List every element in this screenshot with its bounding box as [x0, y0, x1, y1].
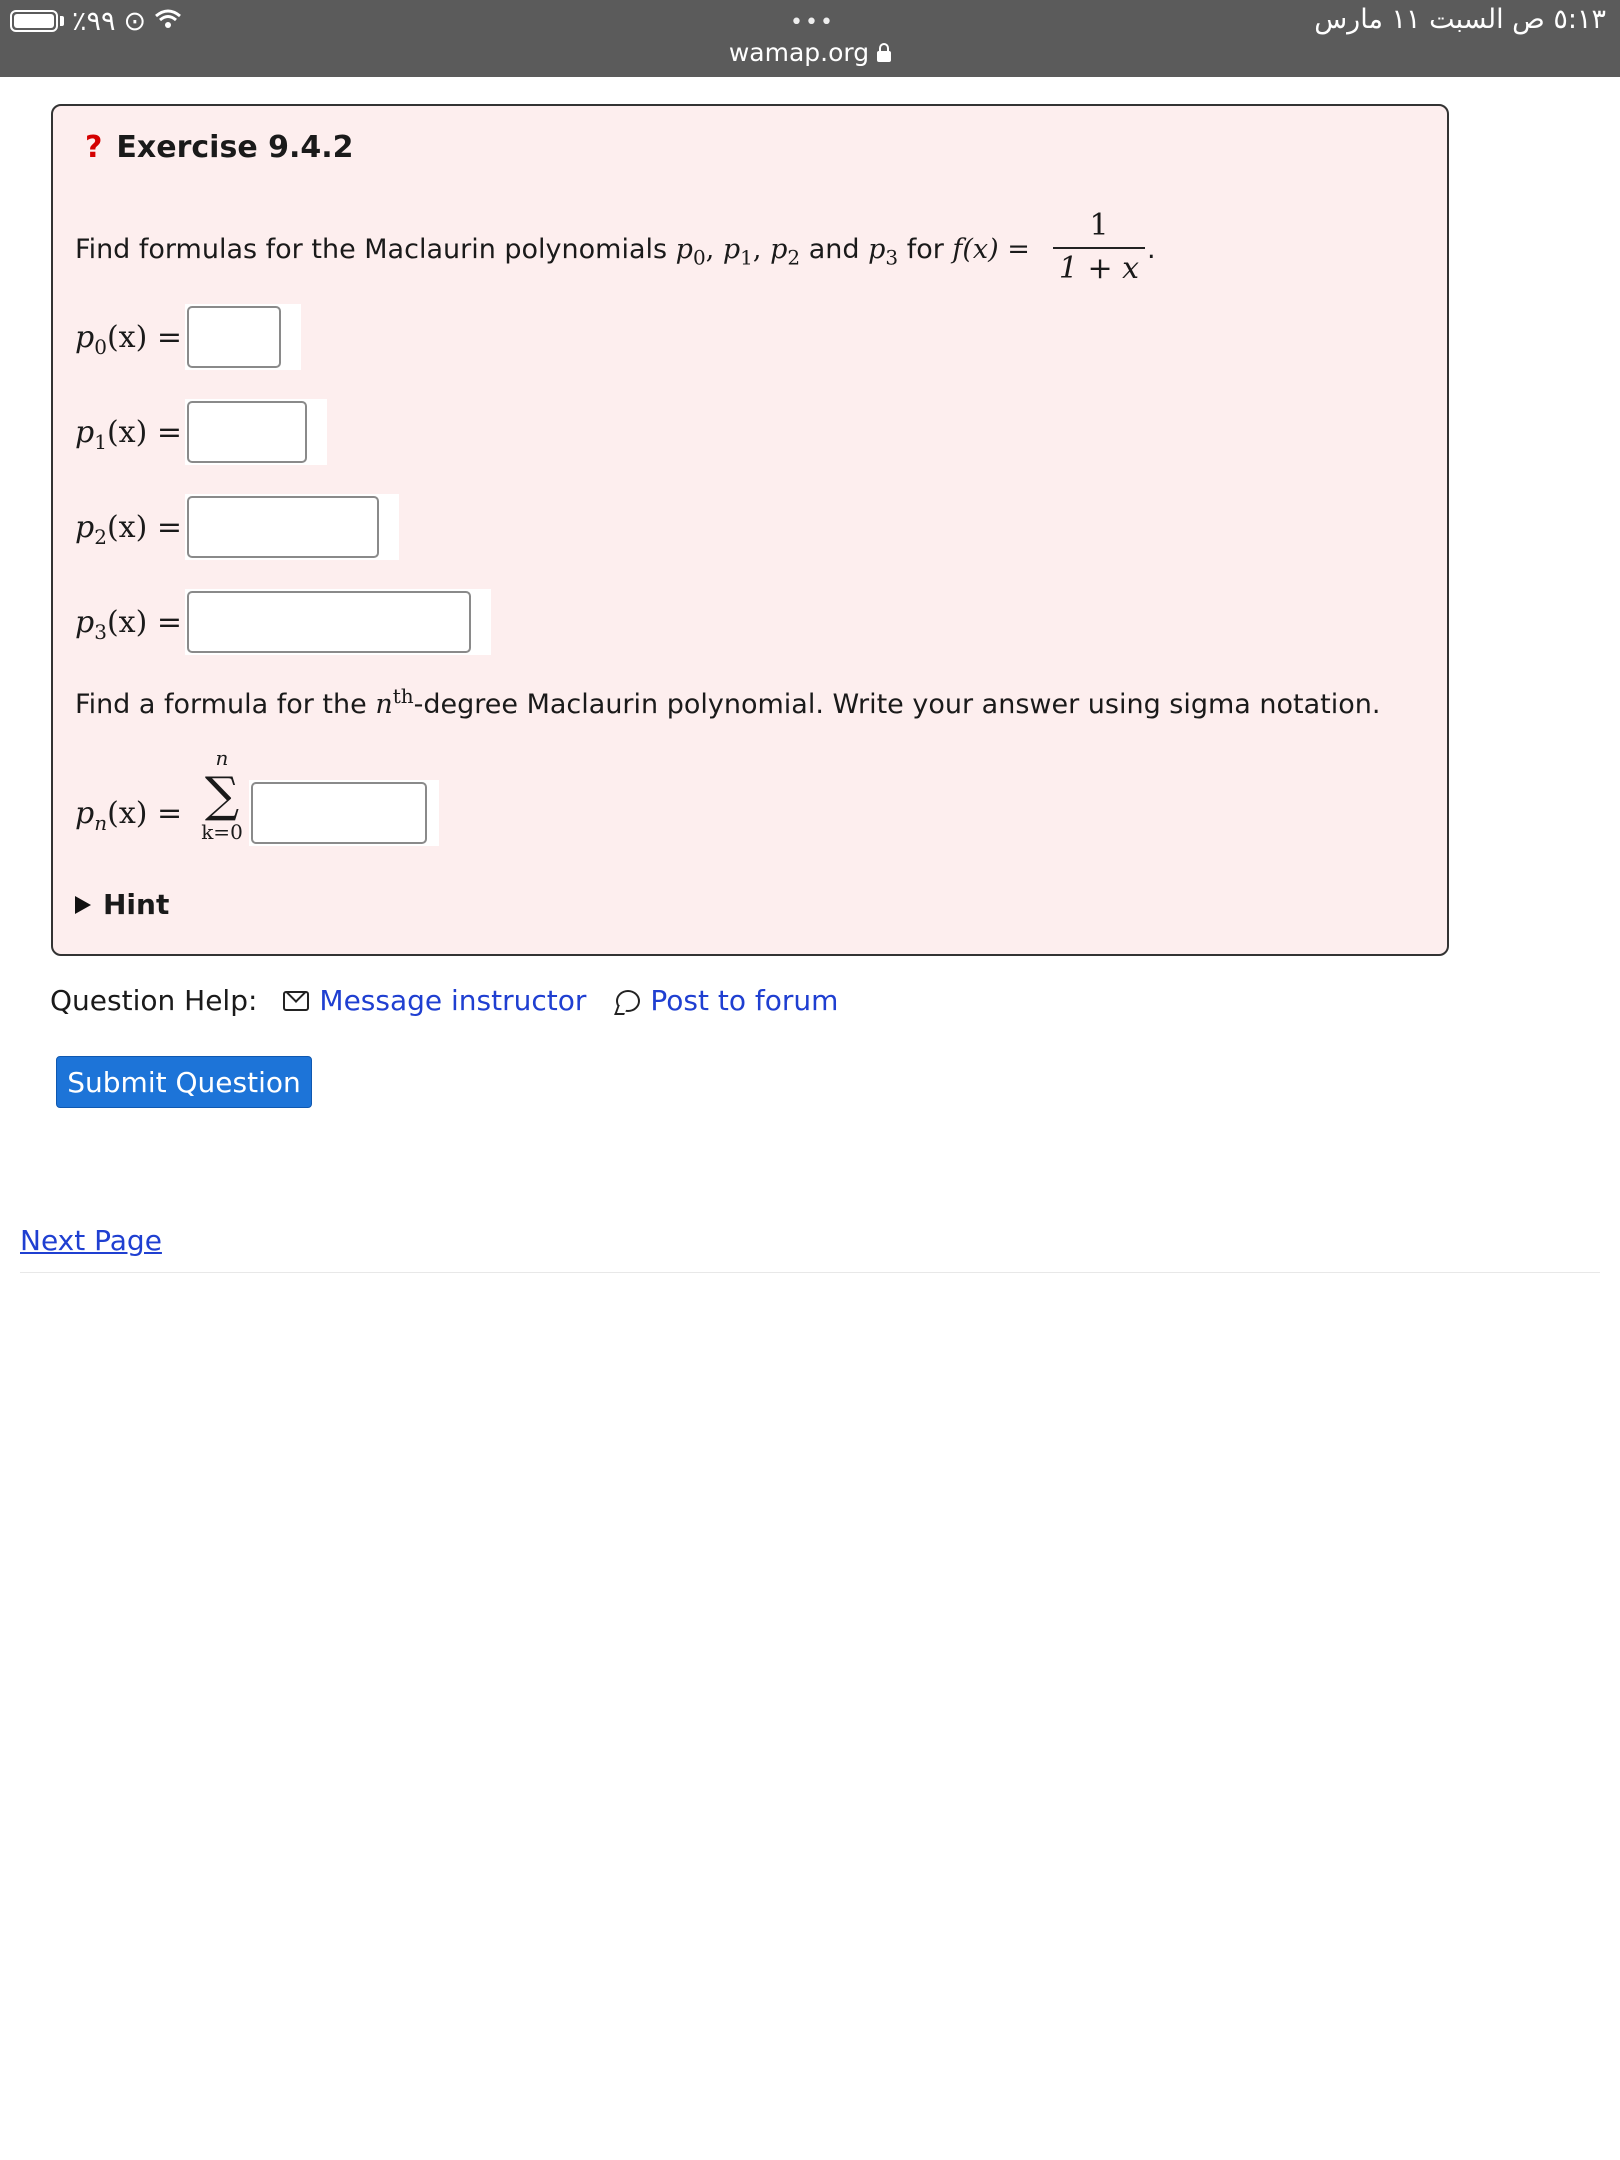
nth-degree-prompt: Find a formula for the $n^{th}$-degree Maclaurin polynomial. Write your answer using sigma notation. [75, 684, 1381, 720]
divider [20, 1272, 1600, 1273]
question-intro: Find formulas for the Maclaurin polynomials $p_0$, $p_1$, $p_2$ and $p_3$ for f(x) = 1 1 + x . [75, 208, 1156, 286]
intro-and: and [800, 234, 869, 265]
p2-input[interactable] [187, 496, 379, 558]
tab-dots[interactable]: ••• [790, 10, 835, 35]
url-bar[interactable] [0, 38, 1620, 67]
next-page-link[interactable]: Next Page [20, 1224, 162, 1257]
lock-icon [877, 51, 891, 62]
intro-prefix: Find formulas for the Maclaurin polynomials [75, 234, 676, 265]
pn-input[interactable] [251, 782, 427, 844]
fraction-denominator: 1 + x [1058, 251, 1140, 286]
browser-top-bar [0, 0, 1620, 77]
url-text: wamap.org [728, 38, 870, 67]
battery-icon [10, 10, 58, 32]
intro-fx: f(x) = [952, 234, 1030, 265]
p1-input[interactable] [187, 401, 307, 463]
status-left [10, 6, 182, 36]
question-card: ? Exercise 9.4.2 Find formulas for the Maclaurin polynomials $p_0$, $p_1$, $p_2$ and $p_3$ for f(x) = 1 1 + x . $p_0(x)$ = $p_1(x)$ = $p_2(x)$ = $p_3(x)$ = Find a formula for the $n^{th}$-degree Maclaurin polynomial. Write your answer using sigma notation. $p_n(x)$ = n ∑ k=0 Hint [51, 104, 1449, 956]
message-instructor-link[interactable]: Message instructor [319, 984, 587, 1017]
intro-period: . [1147, 234, 1156, 265]
question-title-text: Exercise 9.4.2 [116, 130, 354, 165]
wifi-icon [154, 6, 182, 37]
question-status-icon: ? [85, 130, 103, 165]
intro-for: for [898, 234, 953, 265]
p0-input[interactable] [187, 306, 281, 368]
p3-input[interactable] [187, 591, 471, 653]
fraction-numerator: 1 [1089, 208, 1109, 243]
disclosure-triangle-icon [75, 896, 91, 914]
question-help-label: Question Help: [50, 984, 258, 1017]
question-help [50, 984, 838, 1017]
status-time-date: ٥:١٣ ص السبت ١١ مارس [1314, 4, 1606, 35]
function-fraction [1053, 208, 1145, 286]
question-title [85, 130, 354, 165]
battery-cap [60, 16, 64, 26]
speech-bubble-icon [616, 990, 640, 1012]
rotation-lock-icon: ⊙ [123, 5, 147, 37]
intro-p0: $p_0$ [675, 234, 706, 270]
battery-percent: ٪٩٩ [72, 5, 116, 37]
hint-toggle[interactable]: Hint [75, 888, 169, 921]
sigma-symbol: n ∑ k=0 [201, 746, 243, 844]
submit-question-button[interactable]: Submit Question [56, 1056, 312, 1108]
post-to-forum-link[interactable]: Post to forum [650, 984, 839, 1017]
envelope-icon [283, 991, 309, 1011]
